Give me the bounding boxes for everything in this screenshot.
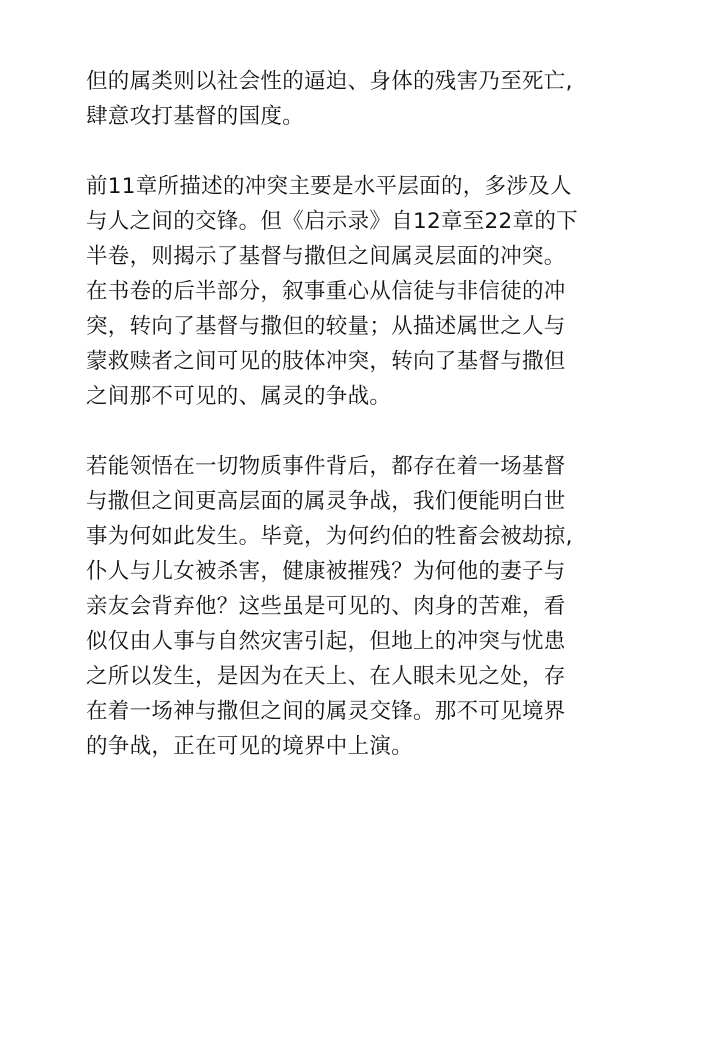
text-line: 与人之间的交锋。但《启示录》自12章至22章的下 <box>86 209 578 234</box>
text-line: 事为何如此发生。毕竟，为何约伯的牲畜会被劫掠, <box>86 524 573 549</box>
text-line: 仆人与儿女被杀害，健康被摧残？为何他的妻子与 <box>86 559 566 584</box>
text-line: 前11章所描述的冲突主要是水平层面的，多涉及人 <box>86 174 572 199</box>
text-line: 与撒但之间更高层面的属灵争战，我们便能明白世 <box>86 489 566 514</box>
text-line: 在书卷的后半部分，叙事重心从信徒与非信徒的冲 <box>86 279 566 304</box>
text-line: 突，转向了基督与撒但的较量；从描述属世之人与 <box>86 314 566 339</box>
paragraph-2 <box>86 169 646 414</box>
text-line: 但的属类则以社会性的逼迫、身体的残害乃至死亡, <box>86 69 573 94</box>
paragraph-1 <box>86 64 646 134</box>
text-line: 蒙救赎者之间可见的肢体冲突，转向了基督与撒但 <box>86 349 566 374</box>
paragraph-gap <box>86 414 646 449</box>
text-line: 若能领悟在一切物质事件背后，都存在着一场基督 <box>86 454 566 479</box>
text-line: 之间那不可见的、属灵的争战。 <box>86 384 392 409</box>
text-line: 的争战，正在可见的境界中上演。 <box>86 734 414 759</box>
text-line: 在着一场神与撒但之间的属灵交锋。那不可见境界 <box>86 699 566 724</box>
text-line: 亲友会背弃他？这些虽是可见的、肉身的苦难，看 <box>86 594 566 619</box>
text-line: 似仅由人事与自然灾害引起，但地上的冲突与忧患 <box>86 629 566 654</box>
text-line: 半卷，则揭示了基督与撒但之间属灵层面的冲突。 <box>86 244 566 269</box>
document-body <box>86 64 646 764</box>
text-line: 之所以发生，是因为在天上、在人眼未见之处，存 <box>86 664 566 689</box>
paragraph-gap <box>86 134 646 169</box>
text-line: 肆意攻打基督的国度。 <box>86 104 305 129</box>
paragraph-3 <box>86 449 646 764</box>
